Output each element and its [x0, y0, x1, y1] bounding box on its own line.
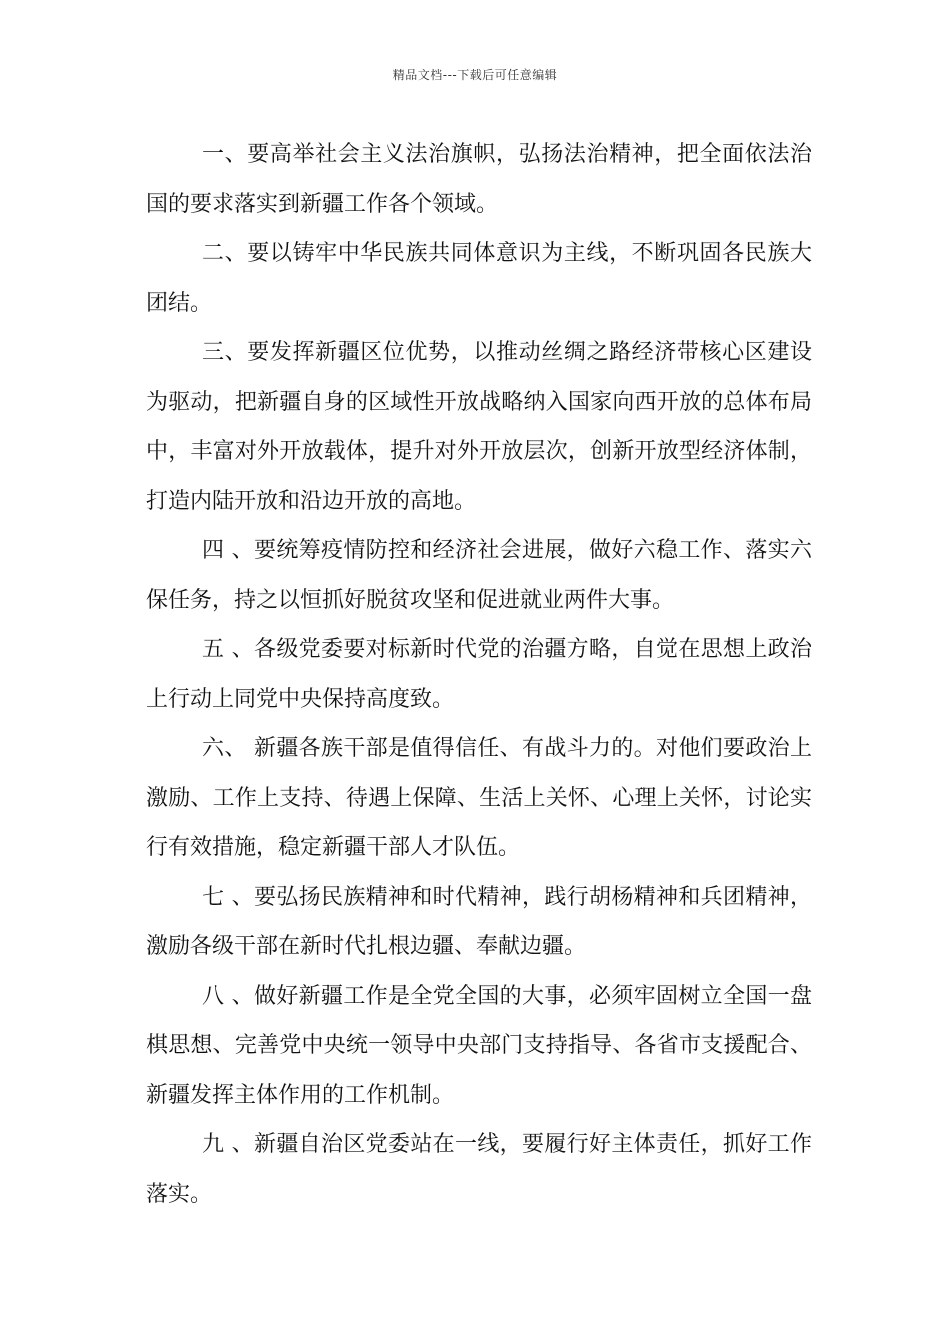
- paragraph-6: 六、 新疆各族干部是值得信任、有战斗力的。对他们要政治上激励、工作上支持、待遇上保障、生活上关怀、心理上关怀，讨论实行有效措施，稳定新疆干部人才队伍。: [146, 736, 812, 860]
- paragraph-5: 五 、各级党委要对标新时代党的治疆方略，自觉在思想上政治上行动上同党中央保持高度致。: [146, 637, 812, 712]
- document-body: [146, 130, 812, 1219]
- paragraph-4: 四 、要统筹疫情防控和经济社会进展，做好六稳工作、落实六保任务，持之以恒抓好脱贫攻坚和促进就业两件大事。: [146, 538, 812, 613]
- paragraph-2: 二、要以铸牢中华民族共同体意识为主线，不断巩固各民族大团结。: [146, 241, 812, 316]
- paragraph-9: 九 、新疆自治区党委站在一线，要履行好主体责任，抓好工作落实。: [146, 1132, 812, 1207]
- paragraph-8: 八 、做好新疆工作是全党全国的大事，必须牢固树立全国一盘棋思想、完善党中央统一领导中央部门支持指导、各省市支援配合、新疆发挥主体作用的工作机制。: [146, 983, 812, 1108]
- page-header: 精品文档---下载后可任意编辑: [392, 68, 558, 82]
- paragraph-3: 三、要发挥新疆区位优势，以推动丝绸之路经济带核心区建设为驱动，把新疆自身的区域性开放战略纳入国家向西开放的总体布局中，丰富对外开放载体，提升对外开放层次，创新开放型经济体制，打造内陆开放和沿边开放的高地。: [146, 340, 812, 514]
- paragraph-7: 七 、要弘扬民族精神和时代精神，践行胡杨精神和兵团精神，激励各级干部在新时代扎根边疆、奉献边疆。: [146, 884, 812, 959]
- paragraph-1: 一、要高举社会主义法治旗帜，弘扬法治精神，把全面依法治国的要求落实到新疆工作各个领域。: [146, 142, 812, 217]
